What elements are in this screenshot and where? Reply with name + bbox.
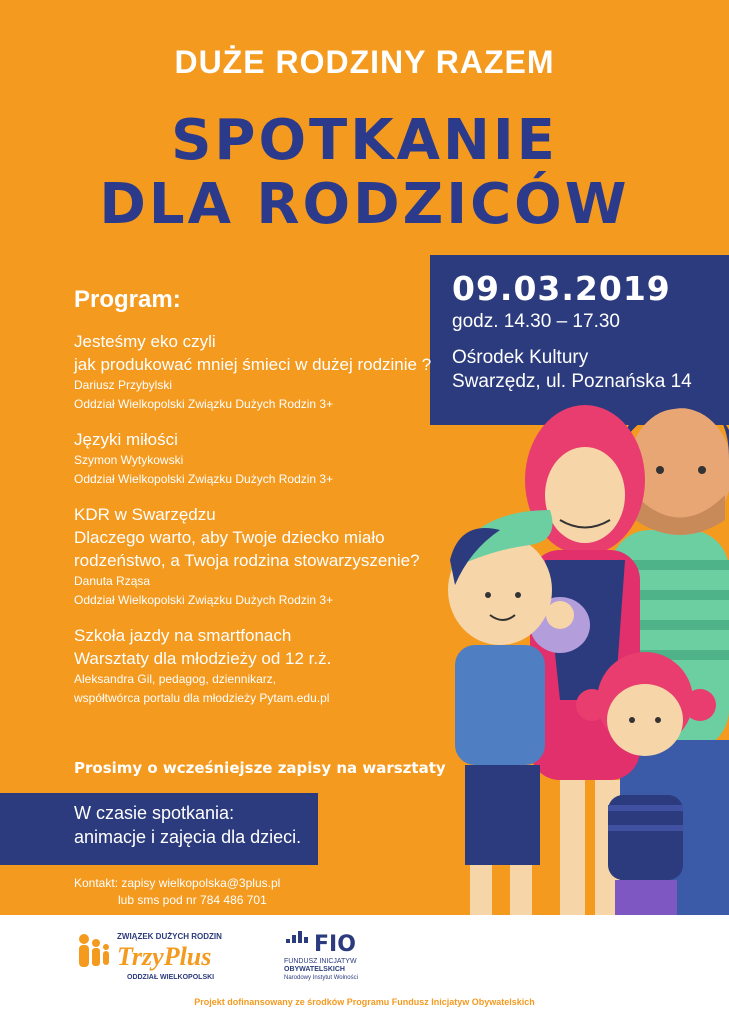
program-item-title: Warsztaty dla młodzieży od 12 r.ż. bbox=[74, 649, 332, 668]
program-item-title: Jesteśmy eko czyli bbox=[74, 332, 216, 351]
program-item-org: współtwórca portalu dla młodzieży Pytam.edu.pl bbox=[74, 691, 330, 705]
program-item-title: Języki miłości bbox=[74, 430, 178, 449]
boy-figure bbox=[420, 510, 555, 975]
trzyplus-logo-top: ZWIĄZEK DUŻYCH RODZIN bbox=[117, 932, 222, 941]
animation-line1: W czasie spotkania: bbox=[74, 803, 235, 823]
program-item-speaker: Aleksandra Gil, pedagog, dziennikarz, bbox=[74, 672, 277, 686]
program-item-speaker: Szymon Wytykowski bbox=[74, 453, 184, 467]
program-item-speaker: Danuta Rząsa bbox=[74, 574, 151, 588]
headline-line1: SPOTKANIE bbox=[171, 108, 558, 173]
fio-logo-sub2: OBYWATELSKICH bbox=[284, 966, 345, 973]
event-time: godz. 14.30 – 17.30 bbox=[452, 311, 620, 332]
trzyplus-logo-main: TrzyPlus bbox=[117, 942, 212, 971]
funding-footnote: Projekt dofinansowany ze środków Programu Fundusz Inicjatyw Obywatelskich bbox=[194, 997, 535, 1007]
animation-box bbox=[0, 793, 318, 865]
program-item-org: Oddział Wielkopolski Związku Dużych Rodzin 3+ bbox=[74, 397, 334, 411]
footer bbox=[0, 915, 729, 1024]
kicker-text: DUŻE RODZINY RAZEM bbox=[174, 44, 555, 80]
registration-notice: Prosimy o wcześniejsze zapisy na warsztaty bbox=[74, 759, 446, 777]
program-item bbox=[74, 330, 444, 414]
event-venue-address: Swarzędz, ul. Poznańska 14 bbox=[452, 371, 692, 392]
program-item-title: Dlaczego warto, aby Twoje dziecko miało bbox=[74, 528, 385, 547]
program-item bbox=[74, 428, 444, 489]
fio-logo bbox=[282, 929, 382, 985]
event-date: 09.03.2019 bbox=[452, 269, 671, 308]
event-venue-name: Ośrodek Kultury bbox=[452, 347, 589, 368]
program-item-org: Oddział Wielkopolski Związku Dużych Rodzin 3+ bbox=[74, 593, 334, 607]
animation-line2: animacje i zajęcia dla dzieci. bbox=[74, 827, 302, 847]
fio-logo-sub1: FUNDUSZ INICJATYW bbox=[284, 958, 357, 965]
program-item bbox=[74, 624, 444, 708]
trzyplus-logo-bottom: ODDZIAŁ WIELKOPOLSKI bbox=[127, 974, 215, 981]
program-item-title: jak produkować mniej śmieci w dużej rodzinie ? bbox=[74, 355, 432, 374]
family-illustration bbox=[410, 400, 729, 1000]
program-item-title: rodzeństwo, a Twoja rodzina stowarzyszenie? bbox=[74, 551, 420, 570]
program-item-title: Szkoła jazdy na smartfonach bbox=[74, 626, 292, 645]
program-item-speaker: Dariusz Przybylski bbox=[74, 378, 173, 392]
contact-info bbox=[74, 875, 280, 909]
trzyplus-logo bbox=[72, 927, 222, 987]
contact-sms: lub sms pod nr 784 486 701 bbox=[118, 893, 267, 907]
program-item-org: Oddział Wielkopolski Związku Dużych Rodzin 3+ bbox=[74, 472, 334, 486]
headline-line2: DLA RODZICÓW bbox=[99, 172, 630, 237]
contact-email: Kontakt: zapisy wielkopolska@3plus.pl bbox=[74, 876, 281, 890]
program-item bbox=[74, 503, 444, 610]
program-list bbox=[74, 330, 444, 722]
program-title: Program: bbox=[74, 286, 181, 313]
fio-logo-sub3: Narodowy Instytut Wolności bbox=[284, 975, 358, 981]
fio-logo-main: FIO bbox=[314, 932, 356, 957]
program-item-title: KDR w Swarzędzu bbox=[74, 505, 216, 524]
